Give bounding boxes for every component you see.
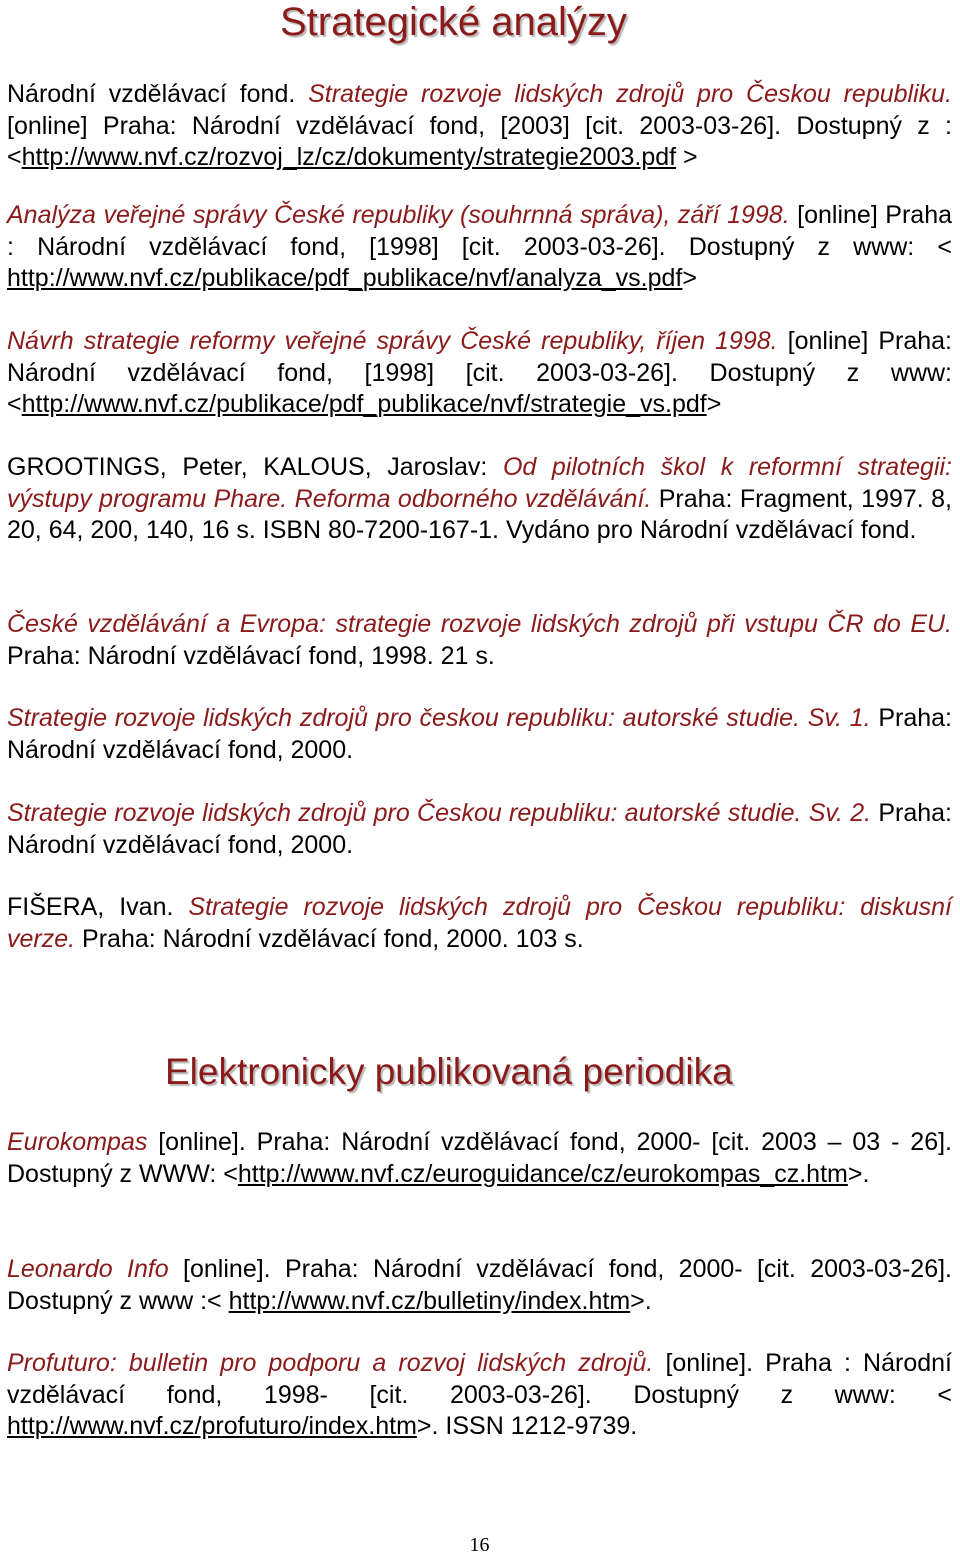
entry-link[interactable]: http://www.nvf.cz/rozvoj_lz/cz/dokumenty/strategie2003.pdf: [21, 143, 677, 171]
entry-suffix: >: [676, 143, 698, 171]
entry-details: Praha: Národní vzdělávací fond, 1998. 21 s.: [7, 641, 495, 670]
bibliography-entry: [7, 609, 952, 672]
entry-link[interactable]: http://www.nvf.cz/profuturo/index.htm: [7, 1412, 417, 1440]
entry-details: Praha: Národní vzdělávací fond, 2000. 103 s.: [75, 924, 584, 953]
entry-details: Praha: Národní vzdělávací fond, 2000.: [7, 799, 952, 859]
bibliography-entry: [7, 326, 952, 421]
entry-details: [online]. Praha : Národní vzdělávací fond, 1998- [cit. 2003-03-26]. Dostupný z www: <: [7, 1349, 952, 1409]
entry-author: Národní vzdělávací fond.: [7, 80, 309, 108]
entry-author: GROOTINGS, Peter, KALOUS, Jaroslav:: [7, 453, 503, 481]
bibliography-entry: [7, 452, 952, 547]
entry-title: Analýza veřejné správy České republiky (souhrnná správa), září 1998.: [7, 201, 790, 229]
entry-suffix: >: [682, 264, 697, 292]
section-heading-elektronicky-publikovana-periodika: Elektronicky publikovaná periodika: [165, 1051, 733, 1092]
entry-author: FIŠERA, Ivan.: [7, 893, 189, 921]
bibliography-entry: [7, 892, 952, 955]
entry-link[interactable]: http://www.nvf.cz/euroguidance/cz/eurokompas_cz.htm: [237, 1159, 848, 1188]
entry-suffix: >.: [630, 1286, 652, 1315]
entry-details: Praha: Fragment, 1997. 8, 20, 64, 200, 140, 16 s. ISBN 80-7200-167-1. Vydáno pro Národní vzdělávací fond.: [7, 484, 952, 544]
entry-title: České vzdělávání a Evropa: strategie rozvoje lidských zdrojů při vstupu ČR do EU.: [7, 610, 952, 638]
periodical-entry: [7, 1348, 952, 1443]
entry-suffix: >. ISSN 1212-9739.: [416, 1412, 638, 1440]
entry-details: [online]. Praha: Národní vzdělávací fond, 2000- [cit. 2003 – 03 - 26]. Dostupný z WWW: <: [7, 1128, 952, 1188]
page-number: 16: [469, 1534, 490, 1556]
entry-title: Strategie rozvoje lidských zdrojů pro Českou republiku: diskusní verze.: [7, 893, 952, 953]
entry-link[interactable]: http://www.nvf.cz/publikace/pdf_publikace/nvf/strategie_vs.pdf: [21, 390, 707, 418]
entry-details: [online] Praha: Národní vzdělávací fond, [2003] [cit. 2003-03-26]. Dostupný z : <: [7, 111, 952, 171]
bibliography-entry: [7, 798, 952, 861]
bibliography-entry: [7, 200, 952, 295]
periodical-entry: [7, 1254, 952, 1317]
entry-title: Profuturo: bulletin pro podporu a rozvoj lidských zdrojů.: [7, 1349, 654, 1377]
entry-link[interactable]: http://www.nvf.cz/publikace/pdf_publikace/nvf/analyza_vs.pdf: [7, 264, 683, 292]
entry-title: Strategie rozvoje lidských zdrojů pro českou republiku: autorské studie. Sv. 1.: [7, 704, 871, 732]
bibliography-entry: [7, 79, 952, 174]
entry-link[interactable]: http://www.nvf.cz/bulletiny/index.htm: [228, 1286, 631, 1315]
entry-title: Eurokompas: [7, 1128, 148, 1156]
entry-details: [online] Praha: Národní vzdělávací fond, [1998] [cit. 2003-03-26]. Dostupný z www: <: [7, 327, 952, 418]
entry-details: [online]. Praha: Národní vzdělávací fond, 2000- [cit. 2003-03-26]. Dostupný z www :<: [7, 1255, 952, 1315]
entry-details: [online] Praha : Národní vzdělávací fond, [1998] [cit. 2003-03-26]. Dostupný z www: <: [7, 201, 952, 261]
entry-title: Návrh strategie reformy veřejné správy České republiky, říjen 1998.: [7, 327, 778, 355]
entry-title: Strategie rozvoje lidských zdrojů pro Českou republiku: autorské studie. Sv. 2.: [7, 799, 872, 827]
entry-suffix: >: [706, 390, 722, 418]
entry-title: Strategie rozvoje lidských zdrojů pro Českou republiku.: [308, 80, 952, 108]
section-heading-strategicke-analyzy: Strategické analýzy: [280, 0, 627, 44]
periodical-entry: [7, 1127, 952, 1190]
entry-title: Leonardo Info: [7, 1255, 169, 1283]
entry-details: Praha: Národní vzdělávací fond, 2000.: [7, 704, 952, 764]
entry-suffix: >.: [847, 1159, 870, 1188]
entry-title: Od pilotních škol k reformní strategii: výstupy programu Phare. Reforma odborného vzdělávání.: [7, 453, 953, 513]
bibliography-entry: [7, 703, 952, 766]
